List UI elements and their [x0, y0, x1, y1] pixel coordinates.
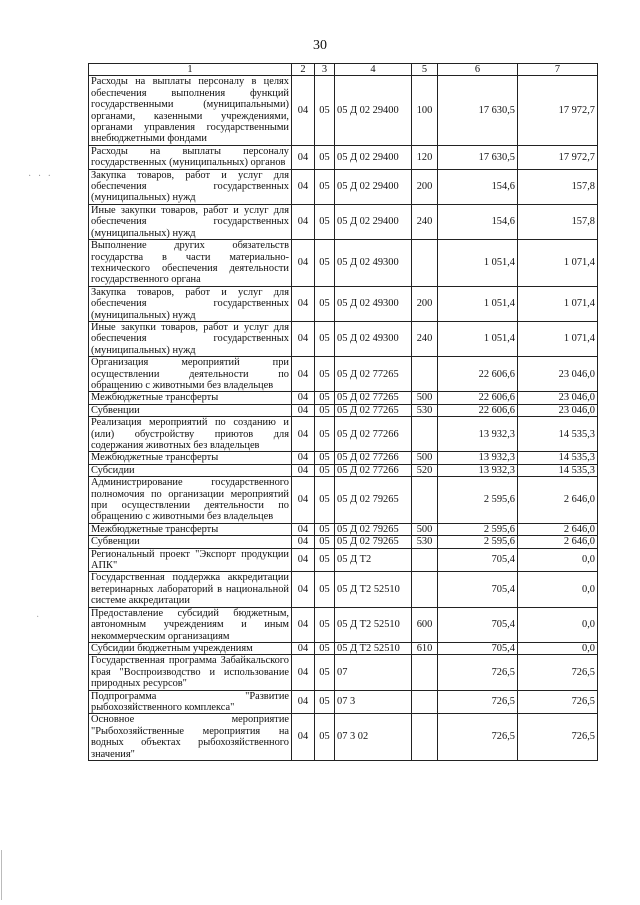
- amount-year2-cell: 157,8: [518, 204, 598, 239]
- target-article-cell: 05 Д 02 79265: [335, 523, 412, 535]
- amount-year2-cell: 0,0: [518, 607, 598, 642]
- subsection-code-cell: 05: [315, 321, 335, 356]
- table-row: [89, 655, 598, 690]
- expense-type-cell: 530: [412, 536, 438, 548]
- section-code-cell: 04: [292, 169, 315, 204]
- amount-year2-cell: 14 535,3: [518, 464, 598, 476]
- target-article-cell: 05 Д 02 77266: [335, 464, 412, 476]
- amount-year2-cell: 0,0: [518, 642, 598, 654]
- table-row: [89, 690, 598, 714]
- row-name-cell: Предоставление субсидий бюджетным, автономным учреждениям и иным некоммерческим организациям: [89, 607, 292, 642]
- amount-year1-cell: 1 051,4: [438, 240, 518, 287]
- subsection-code-cell: 05: [315, 714, 335, 761]
- subsection-code-cell: 05: [315, 452, 335, 464]
- target-article-cell: 05 Д 02 79265: [335, 536, 412, 548]
- expense-type-cell: 500: [412, 523, 438, 535]
- scan-edge-line: [1, 850, 2, 900]
- column-header: 7: [518, 64, 598, 76]
- row-name-cell: Региональный проект "Экспорт продукции АПК": [89, 548, 292, 572]
- amount-year1-cell: 705,4: [438, 607, 518, 642]
- expense-type-cell: 240: [412, 204, 438, 239]
- subsection-code-cell: 05: [315, 690, 335, 714]
- amount-year2-cell: 23 046,0: [518, 357, 598, 392]
- subsection-code-cell: 05: [315, 417, 335, 452]
- expense-type-cell: 240: [412, 321, 438, 356]
- section-code-cell: 04: [292, 145, 315, 169]
- row-name-cell: Организация мероприятий при осуществлении деятельности по обращению с животными без владельцев: [89, 357, 292, 392]
- column-header: 4: [335, 64, 412, 76]
- row-name-cell: Субсидии: [89, 464, 292, 476]
- target-article-cell: 07 3 02: [335, 714, 412, 761]
- expense-type-cell: [412, 572, 438, 607]
- subsection-code-cell: 05: [315, 642, 335, 654]
- amount-year1-cell: 1 051,4: [438, 321, 518, 356]
- amount-year2-cell: 23 046,0: [518, 392, 598, 404]
- expense-type-cell: 610: [412, 642, 438, 654]
- section-code-cell: 04: [292, 536, 315, 548]
- target-article-cell: 05 Д Т2 52510: [335, 607, 412, 642]
- amount-year1-cell: 726,5: [438, 655, 518, 690]
- section-code-cell: 04: [292, 523, 315, 535]
- target-article-cell: 05 Д 02 79265: [335, 477, 412, 524]
- row-name-cell: Межбюджетные трансферты: [89, 523, 292, 535]
- row-name-cell: Межбюджетные трансферты: [89, 452, 292, 464]
- amount-year2-cell: 17 972,7: [518, 145, 598, 169]
- row-name-cell: Выполнение других обязательств государства в части материально-технического обеспечения деятельности государственного органа: [89, 240, 292, 287]
- table-body: [89, 76, 598, 761]
- target-article-cell: 05 Д 02 29400: [335, 169, 412, 204]
- section-code-cell: 04: [292, 417, 315, 452]
- amount-year1-cell: 17 630,5: [438, 76, 518, 145]
- section-code-cell: 04: [292, 690, 315, 714]
- amount-year1-cell: 1 051,4: [438, 286, 518, 321]
- table-row: [89, 452, 598, 464]
- expense-type-cell: [412, 714, 438, 761]
- subsection-code-cell: 05: [315, 548, 335, 572]
- expense-type-cell: 530: [412, 404, 438, 416]
- row-name-cell: Государственная поддержка аккредитации ветеринарных лабораторий в национальной системе аккредитации: [89, 572, 292, 607]
- row-name-cell: Основное мероприятие "Рыбохозяйственные мероприятия на водных объектах рыбохозяйственного значения": [89, 714, 292, 761]
- row-name-cell: Расходы на выплаты персоналу государственных (муниципальных) органов: [89, 145, 292, 169]
- target-article-cell: 05 Д 02 29400: [335, 76, 412, 145]
- column-header: 6: [438, 64, 518, 76]
- amount-year2-cell: 0,0: [518, 572, 598, 607]
- target-article-cell: 05 Д Т2 52510: [335, 642, 412, 654]
- row-name-cell: Подпрограмма "Развитие рыбохозяйственного комплекса": [89, 690, 292, 714]
- target-article-cell: 07 3: [335, 690, 412, 714]
- subsection-code-cell: 05: [315, 240, 335, 287]
- subsection-code-cell: 05: [315, 204, 335, 239]
- table-row: [89, 392, 598, 404]
- expense-type-cell: [412, 477, 438, 524]
- subsection-code-cell: 05: [315, 477, 335, 524]
- row-name-cell: Субвенции: [89, 536, 292, 548]
- subsection-code-cell: 05: [315, 169, 335, 204]
- table-row: [89, 240, 598, 287]
- amount-year1-cell: 22 606,6: [438, 404, 518, 416]
- target-article-cell: 05 Д 02 49300: [335, 321, 412, 356]
- expense-type-cell: 520: [412, 464, 438, 476]
- expense-type-cell: 100: [412, 76, 438, 145]
- expense-type-cell: [412, 417, 438, 452]
- amount-year1-cell: 22 606,6: [438, 392, 518, 404]
- subsection-code-cell: 05: [315, 536, 335, 548]
- amount-year1-cell: 2 595,6: [438, 536, 518, 548]
- section-code-cell: 04: [292, 477, 315, 524]
- section-code-cell: 04: [292, 572, 315, 607]
- target-article-cell: 05 Д 02 77265: [335, 357, 412, 392]
- amount-year1-cell: 726,5: [438, 714, 518, 761]
- subsection-code-cell: 05: [315, 286, 335, 321]
- target-article-cell: 05 Д 02 49300: [335, 286, 412, 321]
- table-row: [89, 536, 598, 548]
- table-row: [89, 548, 598, 572]
- amount-year1-cell: 726,5: [438, 690, 518, 714]
- section-code-cell: 04: [292, 240, 315, 287]
- row-name-cell: Реализация мероприятий по созданию и (или) обустройству приютов для содержания животных без владельцев: [89, 417, 292, 452]
- subsection-code-cell: 05: [315, 145, 335, 169]
- column-header: 2: [292, 64, 315, 76]
- amount-year2-cell: 726,5: [518, 655, 598, 690]
- row-name-cell: Межбюджетные трансферты: [89, 392, 292, 404]
- subsection-code-cell: 05: [315, 357, 335, 392]
- subsection-code-cell: 05: [315, 572, 335, 607]
- scan-artifact: ·: [36, 612, 40, 623]
- section-code-cell: 04: [292, 464, 315, 476]
- target-article-cell: 05 Д 02 77266: [335, 417, 412, 452]
- amount-year1-cell: 2 595,6: [438, 523, 518, 535]
- section-code-cell: 04: [292, 642, 315, 654]
- table-row: [89, 477, 598, 524]
- expense-type-cell: [412, 690, 438, 714]
- target-article-cell: 05 Д Т2: [335, 548, 412, 572]
- amount-year2-cell: 2 646,0: [518, 477, 598, 524]
- amount-year2-cell: 14 535,3: [518, 417, 598, 452]
- target-article-cell: 05 Д 02 29400: [335, 145, 412, 169]
- table-row: [89, 404, 598, 416]
- row-name-cell: Государственная программа Забайкальского края "Воспроизводство и использование природных ресурсов": [89, 655, 292, 690]
- row-name-cell: Иные закупки товаров, работ и услуг для обеспечения государственных (муниципальных) нужд: [89, 321, 292, 356]
- table-row: [89, 286, 598, 321]
- expense-type-cell: 120: [412, 145, 438, 169]
- section-code-cell: 04: [292, 204, 315, 239]
- subsection-code-cell: 05: [315, 76, 335, 145]
- target-article-cell: 05 Д 02 49300: [335, 240, 412, 287]
- row-name-cell: Закупка товаров, работ и услуг для обеспечения государственных (муниципальных) нужд: [89, 169, 292, 204]
- target-article-cell: 07: [335, 655, 412, 690]
- expense-type-cell: [412, 655, 438, 690]
- column-header: 3: [315, 64, 335, 76]
- amount-year2-cell: 17 972,7: [518, 76, 598, 145]
- amount-year1-cell: 22 606,6: [438, 357, 518, 392]
- amount-year1-cell: 13 932,3: [438, 452, 518, 464]
- target-article-cell: 05 Д Т2 52510: [335, 572, 412, 607]
- amount-year2-cell: 1 071,4: [518, 286, 598, 321]
- section-code-cell: 04: [292, 286, 315, 321]
- amount-year2-cell: 2 646,0: [518, 523, 598, 535]
- amount-year1-cell: 705,4: [438, 548, 518, 572]
- target-article-cell: 05 Д 02 77265: [335, 392, 412, 404]
- table-row: [89, 321, 598, 356]
- section-code-cell: 04: [292, 321, 315, 356]
- table-row: [89, 464, 598, 476]
- scan-artifact: · · ·: [28, 171, 53, 182]
- amount-year2-cell: 726,5: [518, 690, 598, 714]
- table-row: [89, 607, 598, 642]
- target-article-cell: 05 Д 02 77265: [335, 404, 412, 416]
- column-header: 1: [89, 64, 292, 76]
- target-article-cell: 05 Д 02 29400: [335, 204, 412, 239]
- amount-year2-cell: 1 071,4: [518, 240, 598, 287]
- section-code-cell: 04: [292, 404, 315, 416]
- expense-type-cell: 500: [412, 392, 438, 404]
- expense-type-cell: [412, 240, 438, 287]
- row-name-cell: Субсидии бюджетным учреждениям: [89, 642, 292, 654]
- table-row: [89, 76, 598, 145]
- table-row: [89, 714, 598, 761]
- table-row: [89, 417, 598, 452]
- column-header: 5: [412, 64, 438, 76]
- amount-year2-cell: 0,0: [518, 548, 598, 572]
- expense-type-cell: 200: [412, 169, 438, 204]
- expense-type-cell: 500: [412, 452, 438, 464]
- section-code-cell: 04: [292, 714, 315, 761]
- subsection-code-cell: 05: [315, 607, 335, 642]
- table-row: [89, 572, 598, 607]
- row-name-cell: Администрирование государственного полномочия по организации мероприятий при осуществлении деятельности по обращению с животными без владельцев: [89, 477, 292, 524]
- amount-year2-cell: 23 046,0: [518, 404, 598, 416]
- table-row: [89, 169, 598, 204]
- page-number: 30: [313, 38, 327, 53]
- budget-table: [88, 63, 598, 761]
- subsection-code-cell: 05: [315, 523, 335, 535]
- amount-year1-cell: 154,6: [438, 169, 518, 204]
- table-header-row: [89, 64, 598, 76]
- section-code-cell: 04: [292, 548, 315, 572]
- subsection-code-cell: 05: [315, 655, 335, 690]
- section-code-cell: 04: [292, 76, 315, 145]
- amount-year2-cell: 157,8: [518, 169, 598, 204]
- amount-year2-cell: 726,5: [518, 714, 598, 761]
- table-row: [89, 357, 598, 392]
- amount-year1-cell: 13 932,3: [438, 417, 518, 452]
- subsection-code-cell: 05: [315, 464, 335, 476]
- amount-year2-cell: 1 071,4: [518, 321, 598, 356]
- target-article-cell: 05 Д 02 77266: [335, 452, 412, 464]
- amount-year1-cell: 2 595,6: [438, 477, 518, 524]
- amount-year1-cell: 705,4: [438, 572, 518, 607]
- section-code-cell: 04: [292, 655, 315, 690]
- amount-year1-cell: 13 932,3: [438, 464, 518, 476]
- amount-year1-cell: 17 630,5: [438, 145, 518, 169]
- table-row: [89, 523, 598, 535]
- amount-year2-cell: 14 535,3: [518, 452, 598, 464]
- expense-type-cell: 600: [412, 607, 438, 642]
- amount-year1-cell: 154,6: [438, 204, 518, 239]
- amount-year1-cell: 705,4: [438, 642, 518, 654]
- subsection-code-cell: 05: [315, 392, 335, 404]
- section-code-cell: 04: [292, 452, 315, 464]
- table-row: [89, 642, 598, 654]
- amount-year2-cell: 2 646,0: [518, 536, 598, 548]
- row-name-cell: Иные закупки товаров, работ и услуг для обеспечения государственных (муниципальных) нужд: [89, 204, 292, 239]
- expense-type-cell: [412, 357, 438, 392]
- row-name-cell: Расходы на выплаты персоналу в целях обеспечения выполнения функций государственными (муниципальными) органами, казенными учреждениями, органами управления государственными внебюджетными фондами: [89, 76, 292, 145]
- row-name-cell: Субвенции: [89, 404, 292, 416]
- subsection-code-cell: 05: [315, 404, 335, 416]
- expense-type-cell: [412, 548, 438, 572]
- expense-type-cell: 200: [412, 286, 438, 321]
- table-row: [89, 204, 598, 239]
- table-row: [89, 145, 598, 169]
- section-code-cell: 04: [292, 392, 315, 404]
- section-code-cell: 04: [292, 607, 315, 642]
- row-name-cell: Закупка товаров, работ и услуг для обеспечения государственных (муниципальных) нужд: [89, 286, 292, 321]
- section-code-cell: 04: [292, 357, 315, 392]
